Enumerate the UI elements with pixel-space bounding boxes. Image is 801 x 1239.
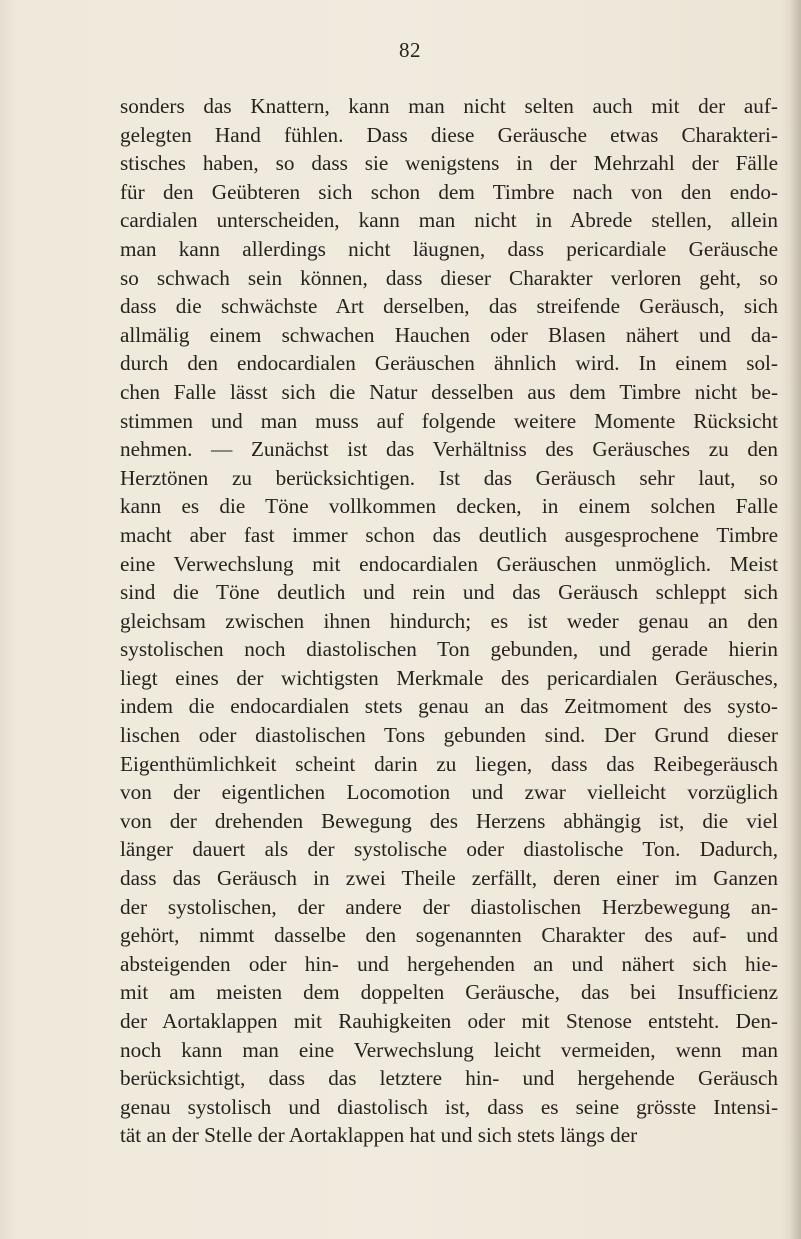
text-line: sind die Töne deutlich und rein und das Geräusch schleppt sich: [120, 580, 778, 605]
text-line: genau systolisch und diastolisch ist, dass es seine grösste Intensi-: [120, 1094, 778, 1119]
text-line: man kann allerdings nicht läugnen, dass pericardiale Geräusche: [120, 236, 778, 261]
text-line: stimmen und man muss auf folgende weitere Momente Rücksicht: [120, 408, 778, 433]
text-line: kann es die Töne vollkommen decken, in einem solchen Falle: [120, 494, 778, 519]
text-line: der Aortaklappen mit Rauhigkeiten oder mit Stenose entsteht. Den-: [120, 1009, 778, 1033]
text-line: durch den endocardialen Geräuschen ähnlich wird. In einem sol-: [120, 351, 778, 376]
text-line: nehmen. — Zunächst ist das Verhältniss des Geräusches zu den: [120, 437, 778, 462]
text-line: mit am meisten dem doppelten Geräusche, das bei Insufficienz: [120, 980, 778, 1005]
text-line: indem die endocardialen stets genau an das Zeitmoment des systo-: [120, 694, 778, 719]
text-line: gelegten Hand fühlen. Dass diese Geräusche etwas Charakteri-: [120, 122, 778, 147]
text-line: eine Verwechslung mit endocardialen Geräuschen unmöglich. Meist: [120, 551, 778, 576]
text-line: von der eigentlichen Locomotion und zwar vielleicht vorzüglich: [120, 780, 778, 805]
text-line: lischen oder diastolischen Tons gebunden sind. Der Grund dieser: [120, 723, 778, 748]
text-line: Herztönen zu berücksichtigen. Ist das Geräusch sehr laut, so: [120, 465, 778, 490]
body-text: [120, 92, 778, 1150]
text-line: chen Falle lässt sich die Natur desselben aus dem Timbre nicht be-: [120, 379, 778, 404]
text-line: gleichsam zwischen ihnen hindurch; es ist weder genau an den: [120, 608, 778, 633]
text-line: länger dauert als der systolische oder diastolische Ton. Dadurch,: [120, 837, 778, 862]
text-line: cardialen unterscheiden, kann man nicht in Abrede stellen, allein: [120, 208, 778, 233]
text-line: noch kann man eine Verwechslung leicht vermeiden, wenn man: [120, 1037, 778, 1062]
text-line: tät an der Stelle der Aortaklappen hat und sich stets längs der: [120, 1123, 638, 1148]
text-line: allmälig einem schwachen Hauchen oder Blasen nähert und da-: [120, 322, 778, 347]
text-line: macht aber fast immer schon das deutlich ausgesprochene Timbre: [120, 522, 778, 547]
text-line: stisches haben, so dass sie wenigstens in der Mehrzahl der Fälle: [120, 151, 778, 176]
text-line: absteigenden oder hin- und hergehenden an und nähert sich hie-: [120, 951, 778, 976]
text-line: der systolischen, der andere der diastolischen Herzbewegung an-: [120, 894, 778, 919]
text-line: für den Geübteren sich schon dem Timbre nach von den endo-: [120, 179, 778, 204]
text-line: sonders das Knattern, kann man nicht selten auch mit der auf-: [120, 94, 778, 118]
text-line: Eigenthümlichkeit scheint darin zu liegen, dass das Reibegeräusch: [120, 751, 778, 776]
text-line: gehört, nimmt dasselbe den sogenannten Charakter des auf- und: [120, 923, 778, 948]
text-line: dass das Geräusch in zwei Theile zerfällt, deren einer im Ganzen: [120, 866, 778, 891]
text-line: systolischen noch diastolischen Ton gebunden, und gerade hierin: [120, 637, 778, 662]
page-number: 82: [399, 38, 421, 62]
text-line: liegt eines der wichtigsten Merkmale des pericardialen Geräusches,: [120, 665, 778, 690]
text-line: so schwach sein können, dass dieser Charakter verloren geht, so: [120, 265, 778, 290]
text-line: dass die schwächste Art derselben, das streifende Geräusch, sich: [120, 294, 778, 319]
text-line: von der drehenden Bewegung des Herzens abhängig ist, die viel: [120, 808, 778, 833]
page-edge-shadow: [789, 0, 801, 1239]
text-line: berücksichtigt, dass das letztere hin- und hergehende Geräusch: [120, 1066, 778, 1091]
